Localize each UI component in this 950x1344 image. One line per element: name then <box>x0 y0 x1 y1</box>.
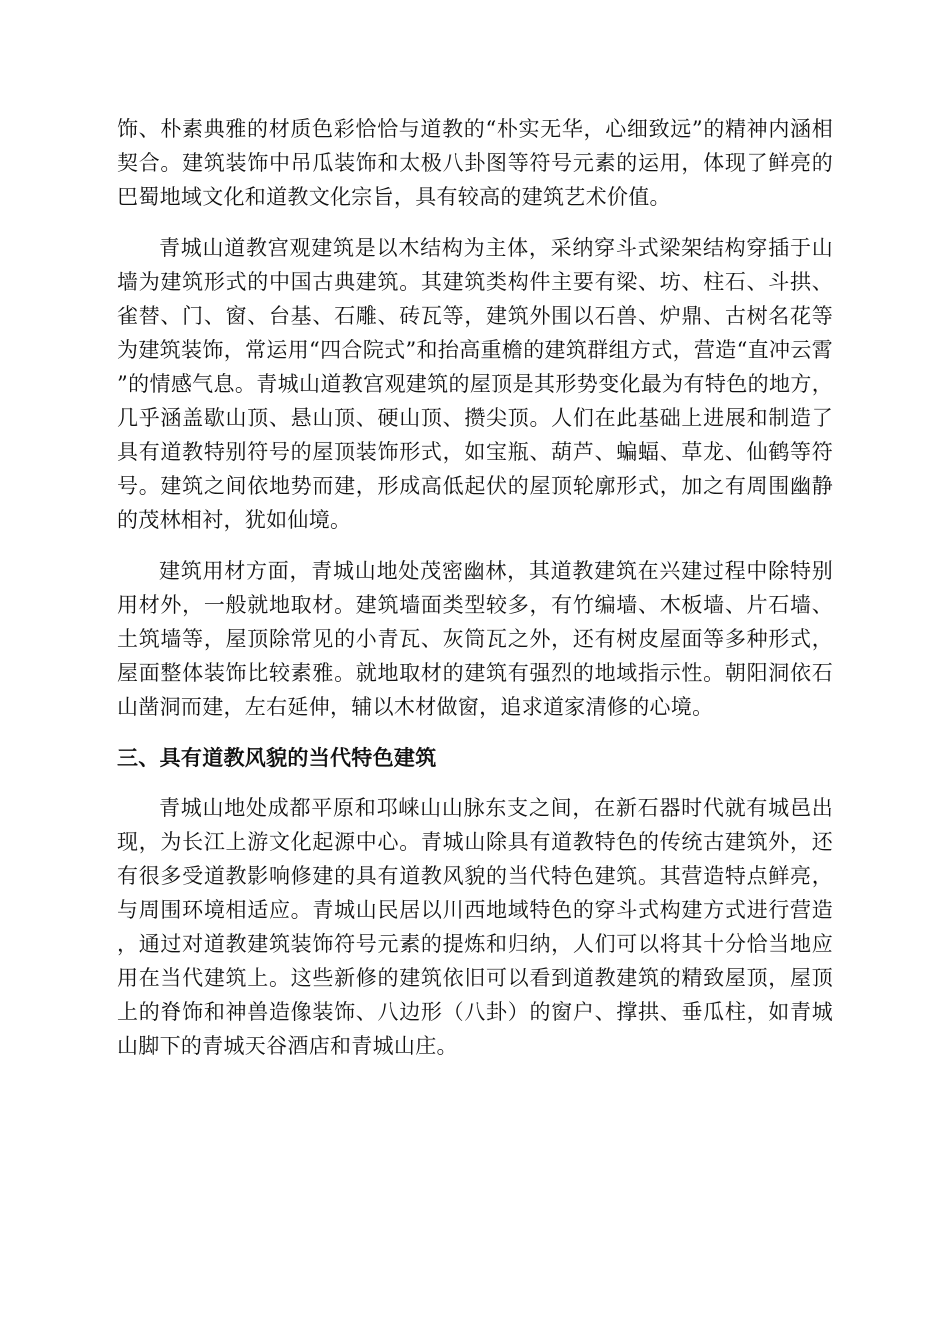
paragraph-continuation: 饰、朴素典雅的材质色彩恰恰与道教的“朴实无华，心细致远”的精神内涵相契合。建筑装饰中吊瓜装饰和太极八卦图等符号元素的运用，体现了鲜亮的巴蜀地域文化和道教文化宗旨，具有较高的建筑艺术价值。 <box>117 117 833 209</box>
document-page <box>117 112 833 1063</box>
paragraph-building-materials: 建筑用材方面，青城山地处茂密幽林，其道教建筑在兴建过程中除特别用材外，一般就地取材。建筑墙面类型较多，有竹编墙、木板墙、片石墙、土筑墙等，屋顶除常见的小青瓦、灰筒瓦之外，还有树皮屋面等多种形式，屋面整体装饰比较素雅。就地取材的建筑有强烈的地域指示性。朝阳洞依石山凿洞而建，左右延伸，辅以木材做窗，追求道家清修的心境。 <box>117 559 833 719</box>
paragraph-temple-architecture: 青城山道教宫观建筑是以木结构为主体，采纳穿斗式梁架结构穿插于山墙为建筑形式的中国古典建筑。其建筑类构件主要有梁、坊、柱石、斗拱、雀替、门、窗、台基、石雕、砖瓦等，建筑外围以石兽、炉鼎、古树名花等为建筑装饰，常运用“四合院式”和抬高重檐的建筑群组方式，营造“直冲云霄”的情感气息。青城山道教宫观建筑的屋顶是其形势变化最为有特色的地方，几乎涵盖歇山顶、悬山顶、硬山顶、攒尖顶。人们在此基础上进展和制造了具有道教特别符号的屋顶装饰形式，如宝瓶、葫芦、蝙蝠、草龙、仙鹤等符号。建筑之间依地势而建，形成高低起伏的屋顶轮廓形式，加之有周围幽静的茂林相衬，犹如仙境。 <box>117 236 833 532</box>
section-heading: 三、具有道教风貌的当代特色建筑 <box>117 746 437 770</box>
paragraph-contemporary-architecture: 青城山地处成都平原和邛崃山山脉东支之间，在新石器时代就有城邑出现，为长江上游文化起源中心。青城山除具有道教特色的传统古建筑外，还有很多受道教影响修建的具有道教风貌的当代特色建筑。其营造特点鲜亮，与周围环境相适应。青城山民居以川西地域特色的穿斗式构建方式进行营造，通过对道教建筑装饰符号元素的提炼和归纳，人们可以将其十分恰当地应用在当代建筑上。这些新修的建筑依旧可以看到道教建筑的精致屋顶，屋顶上的脊饰和神兽造像装饰、八边形（八卦）的窗户、撑拱、垂瓜柱，如青城山脚下的青城天谷酒店和青城山庄。 <box>117 796 833 1058</box>
